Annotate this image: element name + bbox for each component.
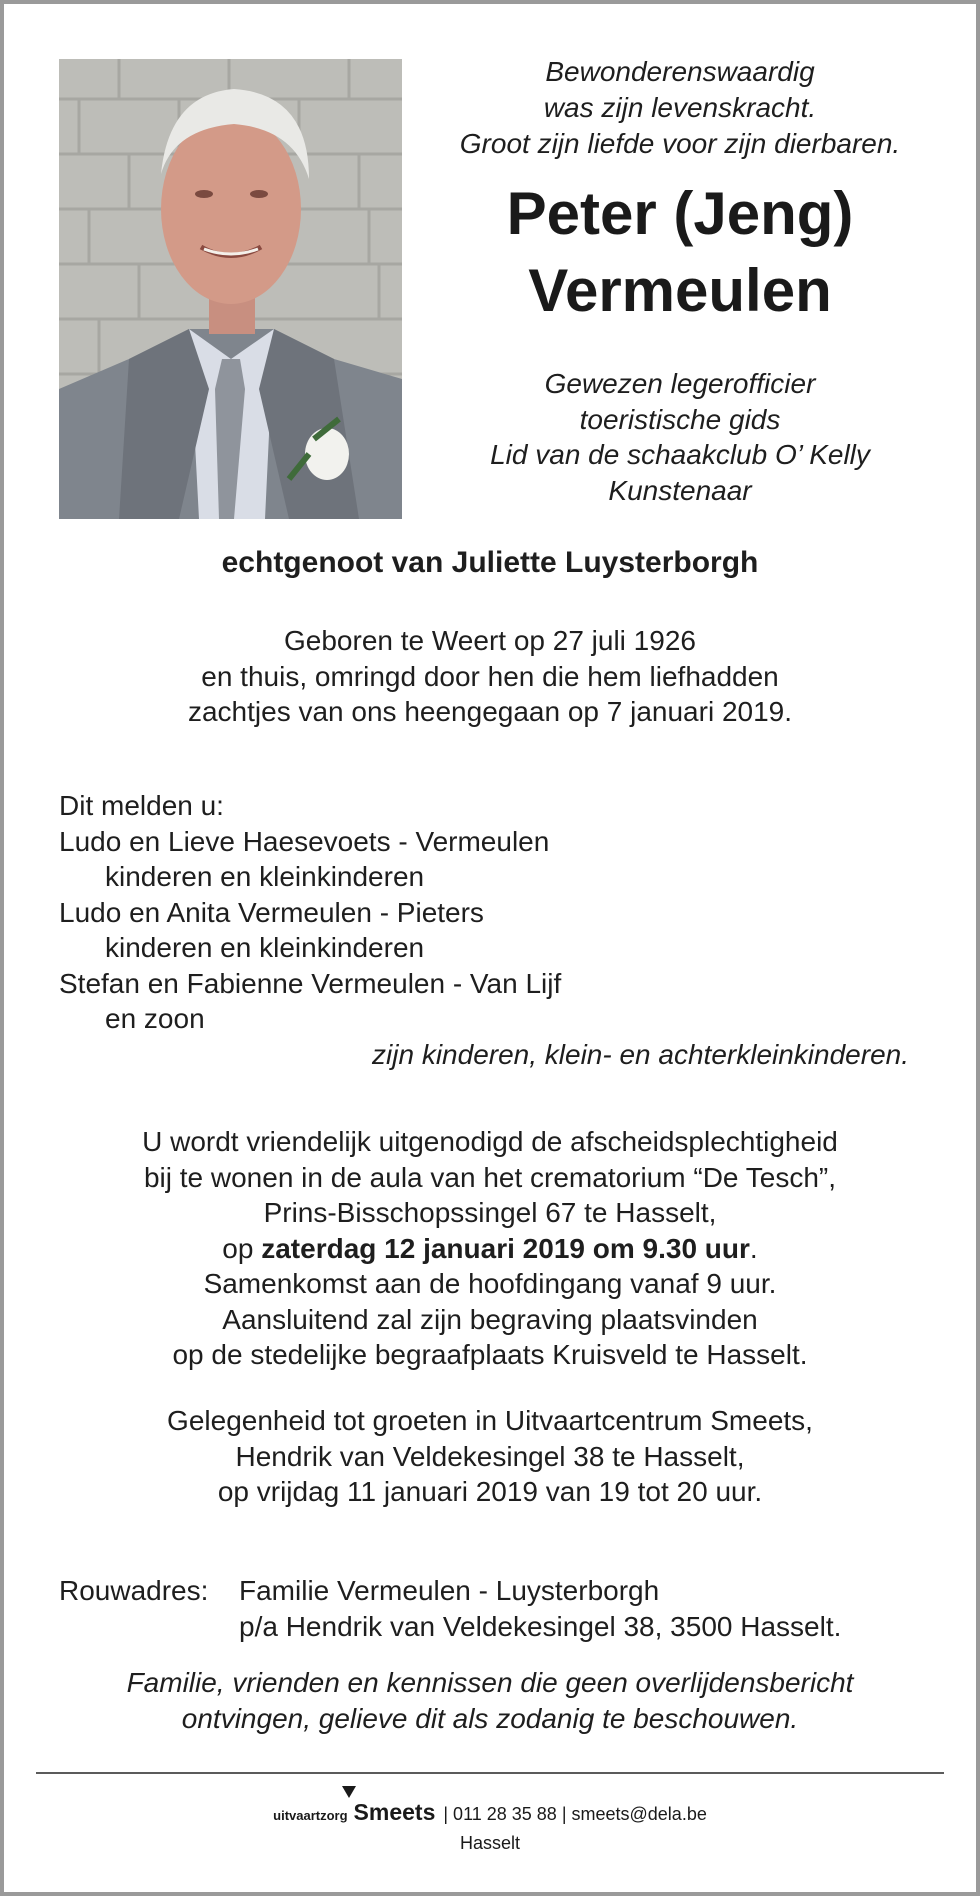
family-sub: kinderen en kleinkinderen bbox=[105, 932, 425, 963]
birth-line: Geboren te Weert op 27 juli 1926 bbox=[284, 625, 696, 656]
ceremony-date-bold: zaterdag 12 januari 2019 om 9.30 uur bbox=[261, 1232, 750, 1264]
deceased-name bbox=[410, 175, 950, 329]
footer-city: Hasselt bbox=[459, 1833, 521, 1853]
visitation-info bbox=[40, 1403, 940, 1510]
closing-notice bbox=[40, 1665, 940, 1736]
portrait-photo bbox=[59, 59, 402, 519]
notice-line: ontvingen, gelieve dit als zodanig te beschouwen. bbox=[181, 1702, 799, 1734]
ceremony-line: bij te wonen in de aula van het crematorium “De Tesch”, bbox=[143, 1161, 837, 1193]
role-item: toeristische gids bbox=[579, 403, 781, 435]
role-item: Kunstenaar bbox=[608, 474, 752, 506]
ceremony-datetime bbox=[40, 1231, 940, 1267]
triangle-icon bbox=[342, 1786, 356, 1798]
address-line: Familie Vermeulen - Luysterborgh bbox=[239, 1575, 660, 1606]
family-name: Stefan en Fabienne Vermeulen - Van Lijf bbox=[59, 967, 562, 999]
birth-line: zachtjes van ons heengegaan op 7 januari 2019. bbox=[187, 696, 793, 727]
mourning-address bbox=[59, 1573, 939, 1644]
announcement-intro: Dit melden u: bbox=[59, 790, 224, 821]
birth-line: en thuis, omringd door hen die hem liefhadden bbox=[201, 660, 779, 692]
ceremony-prefix: op bbox=[222, 1232, 262, 1264]
poem-line: Bewonderenswaardig bbox=[545, 56, 815, 87]
ceremony-line: U wordt vriendelijk uitgenodigd de afscheidsplechtigheid bbox=[142, 1126, 838, 1157]
ceremony-info bbox=[40, 1124, 940, 1373]
roles-list bbox=[410, 366, 950, 508]
brand-logo bbox=[354, 1799, 436, 1825]
poem-line: Groot zijn liefde voor zijn dierbaren. bbox=[459, 128, 901, 159]
family-sub: en zoon bbox=[105, 1003, 205, 1034]
role-item: Lid van de schaakclub O’ Kelly bbox=[490, 439, 870, 470]
poem-line: was zijn levenskracht. bbox=[543, 92, 817, 123]
visit-line: Gelegenheid tot groeten in Uitvaartcentrum Smeets, bbox=[167, 1405, 813, 1436]
family-closing: zijn kinderen, klein- en achterkleinkinderen. bbox=[372, 1038, 909, 1070]
ceremony-line: Samenkomst aan de hoofdingang vanaf 9 uur. bbox=[203, 1268, 777, 1299]
footer-divider bbox=[36, 1772, 944, 1774]
footer bbox=[0, 1797, 980, 1855]
visit-line: op vrijdag 11 januari 2019 van 19 tot 20 uur. bbox=[217, 1476, 763, 1507]
ceremony-line: op de stedelijke begraafplaats Kruisveld te Hasselt. bbox=[172, 1339, 808, 1370]
deceased-name-line: Peter (Jeng) bbox=[506, 180, 854, 247]
notice-line: Familie, vrienden en kennissen die geen overlijdensbericht bbox=[126, 1667, 854, 1698]
role-item: Gewezen legerofficier bbox=[544, 368, 816, 399]
spouse-line: echtgenoot van Juliette Luysterborgh bbox=[221, 546, 759, 579]
ceremony-line: Aansluitend zal zijn begraving plaatsvinden bbox=[222, 1303, 758, 1335]
address-line: p/a Hendrik van Veldekesingel 38, 3500 Hasselt. bbox=[239, 1610, 842, 1642]
ceremony-suffix: . bbox=[749, 1232, 758, 1264]
poem bbox=[410, 54, 950, 162]
ceremony-line: Prins-Bisschopssingel 67 te Hasselt, bbox=[263, 1197, 717, 1228]
visit-line: Hendrik van Veldekesingel 38 te Hasselt, bbox=[235, 1440, 745, 1472]
family-name: Ludo en Anita Vermeulen - Pieters bbox=[59, 896, 484, 928]
brand-small-text: uitvaartzorg bbox=[273, 1808, 348, 1823]
brand-name: Smeets bbox=[353, 1799, 436, 1825]
contact-info: | 011 28 35 88 | smeets@dela.be bbox=[443, 1804, 707, 1824]
family-sub: kinderen en kleinkinderen bbox=[105, 861, 425, 892]
birth-death-info bbox=[40, 623, 940, 730]
deceased-name-line: Vermeulen bbox=[528, 257, 832, 324]
address-label: Rouwadres: bbox=[59, 1575, 209, 1606]
announcement-family bbox=[59, 788, 909, 1072]
family-name: Ludo en Lieve Haesevoets - Vermeulen bbox=[59, 825, 550, 857]
